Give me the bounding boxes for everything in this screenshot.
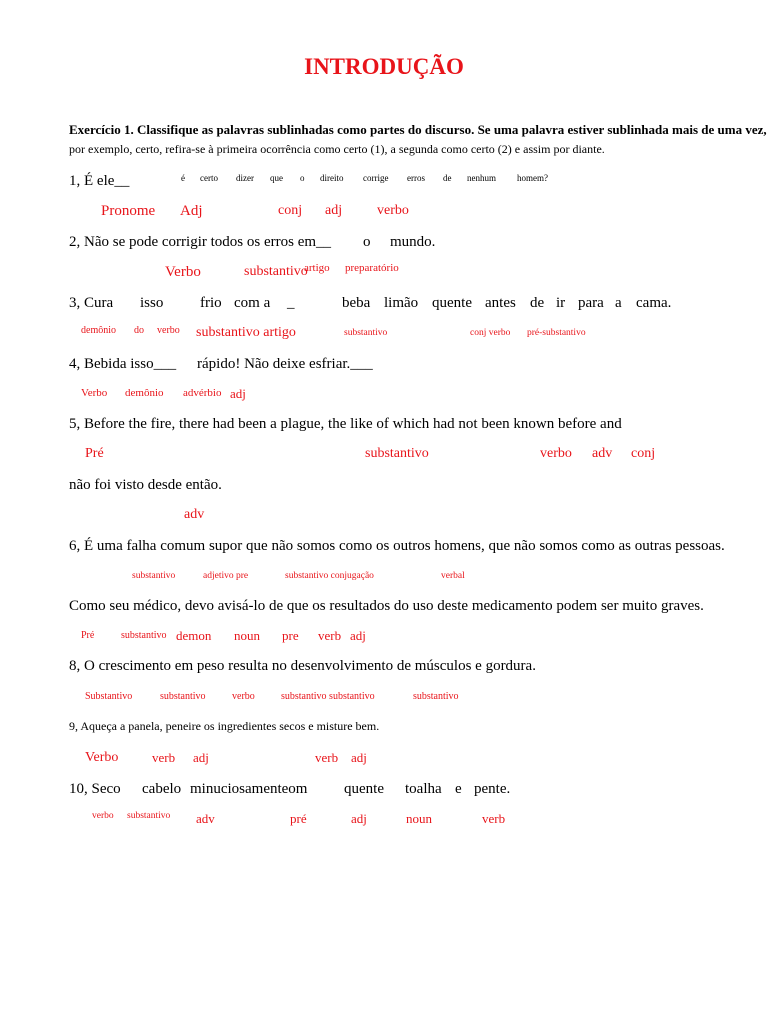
q3-word: antes <box>485 295 516 311</box>
q10-answer: verbo <box>92 811 114 821</box>
q3-word: com a <box>234 295 271 311</box>
q1-answer: verbo <box>377 203 409 218</box>
q3-word: isso <box>140 295 164 311</box>
q3-word: de <box>530 295 545 311</box>
q7-answer: demon <box>176 628 212 643</box>
q9-answer: verb <box>152 750 176 765</box>
q3-word: para <box>578 295 604 311</box>
q3-word: 3, Cura <box>69 295 114 311</box>
q9-answer: adj <box>193 750 209 765</box>
q3-word: limão <box>384 295 419 311</box>
q7-answer: pre <box>282 628 299 643</box>
q6-text: 6, É uma falha comum supor que não somos como os outros homens, que não somos como as outras pessoas. <box>69 538 725 554</box>
q8-answer: Substantivo <box>85 691 133 702</box>
q1-answer: Adj <box>180 203 203 219</box>
q10-word: pente. <box>474 781 511 797</box>
q1-word: o <box>300 173 305 183</box>
q1-word: erros <box>407 173 425 183</box>
q2-word: mundo. <box>390 234 436 250</box>
q4-answer: Verbo <box>81 387 108 399</box>
q9-answer: Verbo <box>85 750 119 765</box>
q8-answer: substantivo <box>413 691 459 702</box>
q6-answer: verbal <box>441 571 465 581</box>
q1-answer: Pronome <box>101 203 156 219</box>
q1-word: certo <box>200 173 218 183</box>
q10-answer: adv <box>196 811 215 826</box>
q4-text: rápido! Não deixe esfriar.___ <box>197 356 373 372</box>
page-title: INTRODUÇÃO <box>304 54 464 79</box>
q5-answer: verbo <box>540 446 572 461</box>
q10-word: toalha <box>405 781 442 797</box>
q6-answer: adjetivo pre <box>203 571 249 581</box>
q5-answer: Pré <box>85 446 104 461</box>
q4-answer: advérbio <box>183 387 222 399</box>
q1-word: direito <box>320 173 344 183</box>
q1-start: 1, É ele__ <box>69 173 130 189</box>
q5-text-continued: não foi visto desde então. <box>69 477 222 493</box>
q1-word: é <box>181 173 185 183</box>
q3-word: quente <box>432 295 472 311</box>
q10-answer: noun <box>406 811 432 826</box>
q10-word: e <box>455 781 462 797</box>
q7-answer: verb <box>318 628 342 643</box>
q4-answer: adj <box>230 386 246 401</box>
q3-answer: substantivo artigo <box>196 325 296 340</box>
q1-answer: adj <box>325 203 343 218</box>
q10-answer: substantivo <box>127 811 171 821</box>
q2-answer: artigo <box>304 262 330 274</box>
q8-answer: verbo <box>232 691 255 702</box>
q7-answer: Pré <box>81 630 95 641</box>
q10-answer: verb <box>482 811 506 826</box>
q4-answer: demônio <box>125 387 164 399</box>
q5-answer: adv <box>184 507 205 522</box>
q8-answer: substantivo <box>160 691 206 702</box>
q1-word: homem? <box>517 173 548 183</box>
q6-answer: substantivo conjugação <box>285 571 374 581</box>
instructions-line-1: Exercício 1. Classifique as palavras sublinhadas como partes do discurso. Se uma palavra estiver sublinhada mais de uma vez, <box>69 122 767 137</box>
q7-answer: adj <box>350 628 366 643</box>
q2-word: o <box>363 234 371 250</box>
q3-answer: verbo <box>157 325 180 336</box>
q8-text: 8, O crescimento em peso resulta no desenvolvimento de músculos e gordura. <box>69 658 536 674</box>
q10-word: 10, Seco <box>69 781 121 797</box>
q9-answer: verb <box>315 750 339 765</box>
q2-answer: substantivo <box>244 264 308 279</box>
q7-answer: substantivo <box>121 630 167 641</box>
q6-answer: substantivo <box>132 571 176 581</box>
q1-word: corrige <box>363 173 389 183</box>
q3-answer: do <box>134 325 144 336</box>
q10-answer: adj <box>351 811 367 826</box>
q3-answer: pré-substantivo <box>527 328 586 338</box>
q3-word: frio <box>200 295 222 311</box>
q3-word: a <box>615 295 622 311</box>
q3-word: _ <box>287 295 295 311</box>
q2-answer: preparatório <box>345 262 399 274</box>
q3-answer: demônio <box>81 325 116 336</box>
q2-answer: Verbo <box>165 264 201 280</box>
q9-text: 9, Aqueça a panela, peneire os ingredientes secos e misture bem. <box>69 719 380 733</box>
q7-text: Como seu médico, devo avisá-lo de que os resultados do uso deste medicamento podem ser muito graves. <box>69 598 704 614</box>
q5-answer: substantivo <box>365 446 429 461</box>
q3-word: ir <box>556 295 566 311</box>
q3-word: beba <box>342 295 371 311</box>
q5-answer: adv <box>592 446 613 461</box>
q3-word: cama. <box>636 295 672 311</box>
instructions-line-2: por exemplo, certo, refira-se à primeira ocorrência como certo (1), a segunda como certo (2) e assim por diante. <box>69 142 605 156</box>
q10-answer: pré <box>290 811 307 826</box>
q5-answer: conj <box>631 446 656 461</box>
q1-answer: conj <box>278 203 303 218</box>
q2-text: 2, Não se pode corrigir todos os erros em__ <box>69 234 332 250</box>
q10-word: minuciosamenteom <box>190 781 308 797</box>
q1-word: de <box>443 173 452 183</box>
q4-text: 4, Bebida isso___ <box>69 356 177 372</box>
q10-word: quente <box>344 781 384 797</box>
q3-answer: conj verbo <box>470 328 511 338</box>
q1-word: nenhum <box>467 173 496 183</box>
q9-answer: adj <box>351 750 367 765</box>
q1-word: que <box>270 173 283 183</box>
q3-answer: substantivo <box>344 328 388 338</box>
q7-answer: noun <box>234 628 260 643</box>
q5-text: 5, Before the fire, there had been a plague, the like of which had not been known before and <box>69 416 622 432</box>
q1-word: dizer <box>236 173 254 183</box>
q10-word: cabelo <box>142 781 182 797</box>
q8-answer: substantivo substantivo <box>281 691 375 702</box>
